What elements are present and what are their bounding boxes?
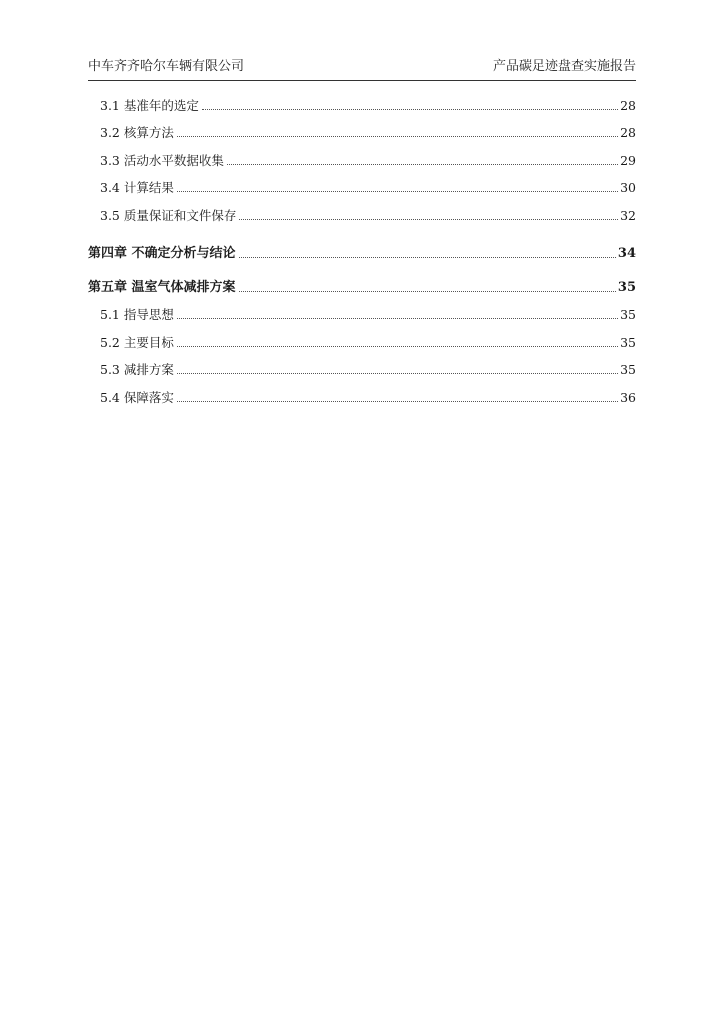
header-report-title: 产品碳足迹盘查实施报告 xyxy=(492,59,636,74)
toc-entry-title: 5.2 主要目标 xyxy=(100,334,174,350)
toc-entry-3-5[interactable] xyxy=(88,196,636,224)
toc-entry-title: 3.4 计算结果 xyxy=(100,180,174,195)
toc-dot-leader xyxy=(227,163,618,165)
toc-dot-leader xyxy=(239,290,616,292)
toc-entry-chapter-5[interactable] xyxy=(88,262,636,296)
toc-entry-title: 5.1 指导思想 xyxy=(100,307,174,322)
toc-dot-leader xyxy=(239,218,618,220)
toc-dot-leader xyxy=(177,317,618,319)
toc-entry-title: 3.2 核算方法 xyxy=(100,125,174,140)
toc-page-number: 36 xyxy=(620,389,636,405)
toc-entry-5-2[interactable] xyxy=(88,323,636,351)
toc-dot-leader xyxy=(177,190,618,192)
toc-dot-leader xyxy=(177,372,618,374)
toc-page-number: 32 xyxy=(620,207,636,223)
toc-page-number: 28 xyxy=(620,125,636,140)
toc-entry-title: 5.4 保障落实 xyxy=(100,389,174,405)
toc-dot-leader xyxy=(177,345,618,347)
toc-entry-3-1[interactable] xyxy=(88,86,636,114)
toc-entry-3-3[interactable] xyxy=(88,141,636,169)
toc-chapter-title: 第五章 温室气体减排方案 xyxy=(88,279,236,295)
toc-page-number: 30 xyxy=(620,180,636,195)
toc-dot-leader xyxy=(202,108,618,110)
toc-page-number: 34 xyxy=(617,245,636,261)
toc-page-number: 28 xyxy=(620,97,636,113)
toc-entry-5-3[interactable] xyxy=(88,351,636,379)
toc-page-number: 35 xyxy=(617,279,636,295)
toc-entry-3-4[interactable] xyxy=(88,169,636,197)
toc-entry-5-1[interactable] xyxy=(88,296,636,324)
toc-entry-title: 3.5 质量保证和文件保存 xyxy=(100,207,237,223)
header-company-name: 中车齐齐哈尔车辆有限公司 xyxy=(88,59,245,74)
page-header xyxy=(88,52,636,74)
toc-page-number: 35 xyxy=(620,362,636,377)
toc-dot-leader xyxy=(239,256,616,258)
toc-entry-3-2[interactable] xyxy=(88,114,636,142)
toc-entry-title: 3.1 基准年的选定 xyxy=(100,97,199,113)
toc-page-number: 35 xyxy=(620,334,636,350)
toc-page-number: 29 xyxy=(620,152,636,168)
header-divider xyxy=(88,80,636,81)
toc-entry-5-4[interactable] xyxy=(88,378,636,406)
toc-page-number: 35 xyxy=(620,307,636,322)
table-of-contents xyxy=(88,86,636,406)
toc-entry-title: 5.3 减排方案 xyxy=(100,362,174,377)
toc-entry-title: 3.3 活动水平数据收集 xyxy=(100,152,224,168)
toc-chapter-title: 第四章 不确定分析与结论 xyxy=(88,245,236,261)
toc-dot-leader xyxy=(177,400,618,402)
toc-entry-chapter-4[interactable] xyxy=(88,224,636,262)
toc-dot-leader xyxy=(177,135,618,137)
